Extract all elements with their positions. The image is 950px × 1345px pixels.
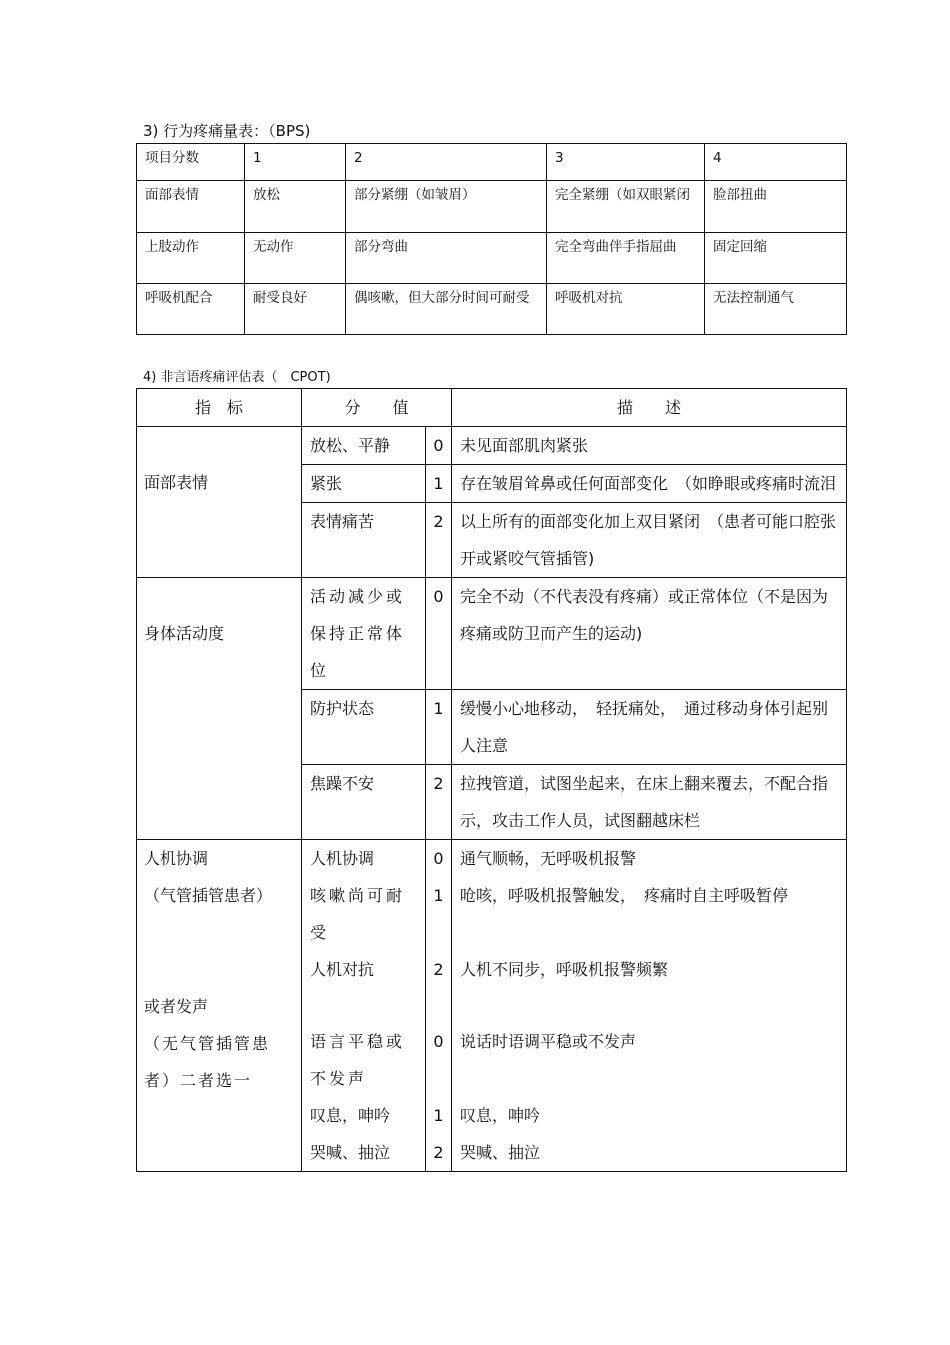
bps-cell: 无动作 xyxy=(245,233,346,284)
cpot-description: 叹息，呻吟 xyxy=(460,1106,541,1125)
bps-cell: 放松 xyxy=(245,181,346,233)
indicator-label: 身体活动度 xyxy=(144,624,225,643)
cpot-score: 0 xyxy=(426,578,452,690)
cpot-header-row xyxy=(137,389,847,427)
bps-cell: 耐受良好 xyxy=(245,284,346,335)
bps-cell: 完全紧绷（如双眼紧闭 xyxy=(547,181,705,233)
cpot-indicator-face xyxy=(137,427,302,578)
cpot-score: 2 xyxy=(433,1143,444,1162)
cpot-description: 通气顺畅，无呼吸机报警 xyxy=(460,849,637,868)
cpot-level: 语言平稳或不发声 xyxy=(310,1032,406,1088)
bps-cell: 上肢动作 xyxy=(137,233,245,284)
indicator-label-alt: 或者发声 xyxy=(144,997,209,1016)
cpot-row xyxy=(137,840,847,1172)
cpot-table xyxy=(136,388,847,1172)
bps-cell: 面部表情 xyxy=(137,181,245,233)
cpot-level: 放松、平静 xyxy=(302,427,426,465)
cpot-score: 2 xyxy=(433,960,444,979)
indicator-sublabel-alt: （无气管插管患者）二者选一 xyxy=(144,1034,271,1090)
cpot-level: 紧张 xyxy=(302,465,426,503)
cpot-score: 1 xyxy=(433,1106,444,1125)
cpot-description: 拉拽管道，试图坐起来，在床上翻来覆去，不配合指示，攻击工作人员，试图翻越床栏 xyxy=(452,765,847,840)
cpot-score: 0 xyxy=(433,849,444,868)
bps-row xyxy=(137,181,847,233)
cpot-score: 1 xyxy=(426,465,452,503)
bps-row xyxy=(137,233,847,284)
cpot-level: 人机对抗 xyxy=(310,960,375,979)
cpot-score: 1 xyxy=(426,690,452,765)
cpot-indicator-body xyxy=(137,578,302,840)
cpot-level: 哭喊、抽泣 xyxy=(310,1143,391,1162)
cpot-score: 0 xyxy=(426,427,452,465)
cpot-description: 人机不同步，呼吸机报警频繁 xyxy=(460,960,669,979)
indicator-label: 面部表情 xyxy=(144,473,209,492)
indicator-sublabel: （气管插管患者） xyxy=(144,886,273,905)
cpot-level: 焦躁不安 xyxy=(302,765,426,840)
bps-cell: 脸部扭曲 xyxy=(705,181,847,233)
cpot-header-score: 分 值 xyxy=(302,389,452,427)
bps-cell: 部分弯曲 xyxy=(346,233,547,284)
cpot-description: 说话时语调平稳或不发声 xyxy=(460,1032,637,1051)
bps-header-cell: 4 xyxy=(705,144,847,181)
bps-header-cell: 3 xyxy=(547,144,705,181)
cpot-score: 2 xyxy=(426,503,452,578)
cpot-header-indicator: 指 标 xyxy=(137,389,302,427)
bps-table xyxy=(136,143,847,335)
cpot-description: 缓慢小心地移动， 轻抚痛处， 通过移动身体引起别人注意 xyxy=(452,690,847,765)
cpot-description: 呛咳，呼吸机报警触发， 疼痛时自主呼吸暂停 xyxy=(460,886,789,905)
cpot-heading: 4) 非言语疼痛评估表（ CPOT) xyxy=(143,370,331,385)
indicator-label: 人机协调 xyxy=(144,849,209,868)
bps-header-cell: 1 xyxy=(245,144,346,181)
cpot-score: 1 xyxy=(433,886,444,905)
bps-cell: 无法控制通气 xyxy=(705,284,847,335)
cpot-header-description: 描 述 xyxy=(452,389,847,427)
cpot-row xyxy=(137,427,847,465)
cpot-level: 活动减少或保持正常体位 xyxy=(302,578,426,690)
cpot-level: 人机协调 xyxy=(310,849,375,868)
cpot-level: 防护状态 xyxy=(302,690,426,765)
bps-cell: 完全弯曲伴手指屈曲 xyxy=(547,233,705,284)
bps-header-row xyxy=(137,144,847,181)
bps-cell: 固定回缩 xyxy=(705,233,847,284)
bps-cell: 部分紧绷（如皱眉） xyxy=(346,181,547,233)
cpot-level: 叹息，呻吟 xyxy=(310,1106,391,1125)
cpot-description: 完全不动（不代表没有疼痛）或正常体位（不是因为疼痛或防卫而产生的运动) xyxy=(452,578,847,690)
cpot-description: 哭喊、抽泣 xyxy=(460,1143,541,1162)
bps-heading: 3) 行为疼痛量表：（BPS) xyxy=(143,122,311,140)
bps-header-cell: 项目分数 xyxy=(137,144,245,181)
cpot-row xyxy=(137,578,847,690)
bps-header-cell: 2 xyxy=(346,144,547,181)
bps-cell: 呼吸机对抗 xyxy=(547,284,705,335)
cpot-description: 存在皱眉耸鼻或任何面部变化 （如睁眼或疼痛时流泪 xyxy=(452,465,847,503)
cpot-description: 未见面部肌肉紧张 xyxy=(452,427,847,465)
cpot-score: 0 xyxy=(433,1032,444,1051)
cpot-indicator-ventilator xyxy=(137,840,302,1172)
cpot-score: 2 xyxy=(426,765,452,840)
cpot-level: 咳嗽尚可耐受 xyxy=(310,886,406,942)
bps-row xyxy=(137,284,847,335)
bps-cell: 呼吸机配合 xyxy=(137,284,245,335)
bps-cell: 偶咳嗽，但大部分时间可耐受 xyxy=(346,284,547,335)
cpot-description: 以上所有的面部变化加上双目紧闭 （患者可能口腔张开或紧咬气管插管) xyxy=(452,503,847,578)
cpot-level: 表情痛苦 xyxy=(302,503,426,578)
